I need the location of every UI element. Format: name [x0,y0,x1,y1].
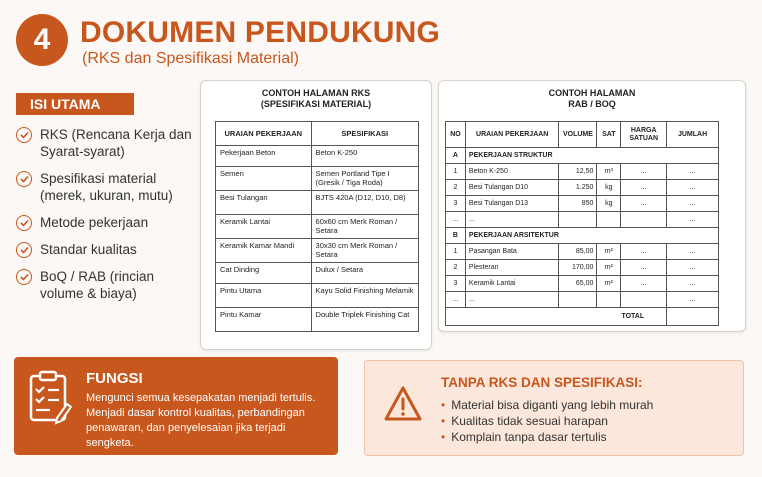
table-cell [559,292,597,308]
column-header: VOLUME [559,122,597,148]
rks-example-card [200,80,432,350]
table-header-row [216,122,419,146]
table-cell: 2 [446,260,466,276]
table-cell: Besi Tulangan D10 [465,180,559,196]
check-circle-icon [16,171,32,187]
list-item-label: BoQ / RAB (rincian volume & biaya) [40,269,155,301]
column-header: HARGA SATUAN [621,122,667,148]
table-row [216,308,419,332]
table-row [216,263,419,284]
table-row [216,167,419,191]
table-cell: ... [667,212,719,228]
rks-card-title [201,88,431,110]
table-cell: Pintu Utama [216,284,312,308]
table-cell: ... [621,196,667,212]
table-cell: 30x30 cm Merk Roman / Setara [311,239,418,263]
table-cell: ... [621,276,667,292]
table-cell: 2 [446,180,466,196]
table-cell [621,212,667,228]
table-cell: kg [597,196,621,212]
tanpa-rks-box [364,360,744,456]
table-cell: ... [667,196,719,212]
table-row [216,215,419,239]
table-cell: Cat Dinding [216,263,312,284]
list-item [16,268,196,302]
column-header: SAT [597,122,621,148]
fungsi-description: Mengunci semua kesepakatan menjadi tertulis. Menjadi dasar kontrol kualitas, perbandingan penawaran, dan penyelesaian jika terjadi sengketa. [86,392,316,449]
table-cell: 60x60 cm Merk Roman / Setara [311,215,418,239]
table-cell: ... [667,244,719,260]
list-item [16,126,196,160]
table-row [446,276,719,292]
rab-table [445,121,719,326]
column-header: SPESIFIKASI [311,122,418,146]
table-cell: Double Triplek Finishing Cat [311,308,418,332]
table-cell: m² [597,244,621,260]
rks-table [215,121,419,332]
table-cell: ... [667,276,719,292]
list-item [16,241,196,258]
table-cell: 850 [559,196,597,212]
table-cell: ... [465,292,559,308]
list-item: • Komplain tanpa dasar tertulis [441,429,653,445]
table-cell: 170,00 [559,260,597,276]
table-row [446,180,719,196]
table-row [216,284,419,308]
table-cell: ... [446,212,466,228]
table-cell: Kayu Solid Finishing Melamik [311,284,418,308]
list-item-label: Spesifikasi material (merek, ukuran, mutu) [40,171,173,203]
list-item: • Material bisa diganti yang lebih murah [441,397,653,413]
table-cell: 65,00 [559,276,597,292]
table-cell: 1.250 [559,180,597,196]
total-row [446,308,719,326]
section-number: 4 [33,23,51,56]
table-cell: m³ [597,164,621,180]
check-circle-icon [16,242,32,258]
table-row [446,164,719,180]
table-cell: PEKERJAAN ARSITEKTUR [465,228,718,244]
check-circle-icon [16,215,32,231]
table-row [216,191,419,215]
table-cell: 85,00 [559,244,597,260]
table-row [446,196,719,212]
table-row [216,239,419,263]
table-cell: 3 [446,196,466,212]
table-cell: Plesteran [465,260,559,276]
table-cell: 3 [446,276,466,292]
clipboard-checklist-icon [26,369,74,430]
table-cell: Semen Portland Tipe I (Gresik / Tiga Roda) [311,167,418,191]
column-header: NO [446,122,466,148]
rab-card-title [439,88,745,110]
tanpa-list [441,397,653,445]
table-cell: B [446,228,466,244]
table-cell: Besi Tulangan [216,191,312,215]
list-item [16,170,196,204]
table-cell: ... [667,292,719,308]
page-title: DOKUMEN PENDUKUNG [80,16,441,49]
table-row [446,228,719,244]
table-cell: 12,50 [559,164,597,180]
total-label: TOTAL [446,308,667,326]
table-cell: Keramik Lantai [216,215,312,239]
table-cell: 1 [446,164,466,180]
list-item [16,214,196,231]
table-cell [621,292,667,308]
table-cell: ... [621,164,667,180]
column-header: URAIAN PEKERJAAN [216,122,312,146]
list-item-label: Metode pekerjaan [40,215,149,230]
table-row [446,148,719,164]
tanpa-title: TANPA RKS DAN SPESIFIKASI: [441,375,643,390]
table-row [446,244,719,260]
table-cell: Besi Tulangan D13 [465,196,559,212]
table-cell: Pasangan Bata [465,244,559,260]
column-header: JUMLAH [667,122,719,148]
table-cell: Keramik Lantai [465,276,559,292]
table-cell: Keramik Kamar Mandi [216,239,312,263]
table-row [446,212,719,228]
table-cell: Semen [216,167,312,191]
list-item-label: RKS (Rencana Kerja dan Syarat-syarat) [40,127,192,159]
fungsi-box [14,357,338,455]
rab-title-line2: RAB / BOQ [568,99,616,109]
table-cell: Pekerjaan Beton [216,146,312,167]
rab-title-line1: CONTOH HALAMAN [548,88,636,98]
fungsi-title: FUNGSI [86,370,143,387]
table-cell: PEKERJAAN STRUKTUR [465,148,718,164]
total-value [667,308,719,326]
table-cell: ... [465,212,559,228]
table-cell: Beton K-250 [465,164,559,180]
table-cell: m² [597,276,621,292]
check-circle-icon [16,269,32,285]
page-subtitle: (RKS dan Spesifikasi Material) [82,50,299,67]
table-header-row [446,122,719,148]
rks-title-line2: (SPESIFIKASI MATERIAL) [260,99,372,109]
isi-utama-heading: ISI UTAMA [16,93,134,115]
table-row [216,146,419,167]
section-number-badge [16,14,68,66]
check-circle-icon [16,127,32,143]
table-cell [597,212,621,228]
table-cell: m² [597,260,621,276]
table-cell: A [446,148,466,164]
table-cell: ... [667,164,719,180]
table-cell: ... [621,260,667,276]
table-cell [597,292,621,308]
table-cell: ... [667,180,719,196]
rab-example-card [438,80,746,332]
table-cell: kg [597,180,621,196]
table-cell: Pintu Kamar [216,308,312,332]
table-cell: BJTS 420A (D12, D10, D8) [311,191,418,215]
rks-title-line1: CONTOH HALAMAN RKS [261,88,371,98]
list-item-label: Standar kualitas [40,242,137,257]
column-header: URAIAN PEKERJAAN [465,122,559,148]
table-cell: ... [621,244,667,260]
table-cell: 1 [446,244,466,260]
isi-utama-list [16,126,196,312]
table-cell: ... [446,292,466,308]
table-row [446,260,719,276]
table-cell: Beton K-250 [311,146,418,167]
table-cell: Dulux / Setara [311,263,418,284]
list-item: • Kualitas tidak sesuai harapan [441,413,653,429]
table-cell: ... [621,180,667,196]
table-cell: ... [667,260,719,276]
table-row [446,292,719,308]
warning-triangle-icon [383,385,423,428]
table-cell [559,212,597,228]
